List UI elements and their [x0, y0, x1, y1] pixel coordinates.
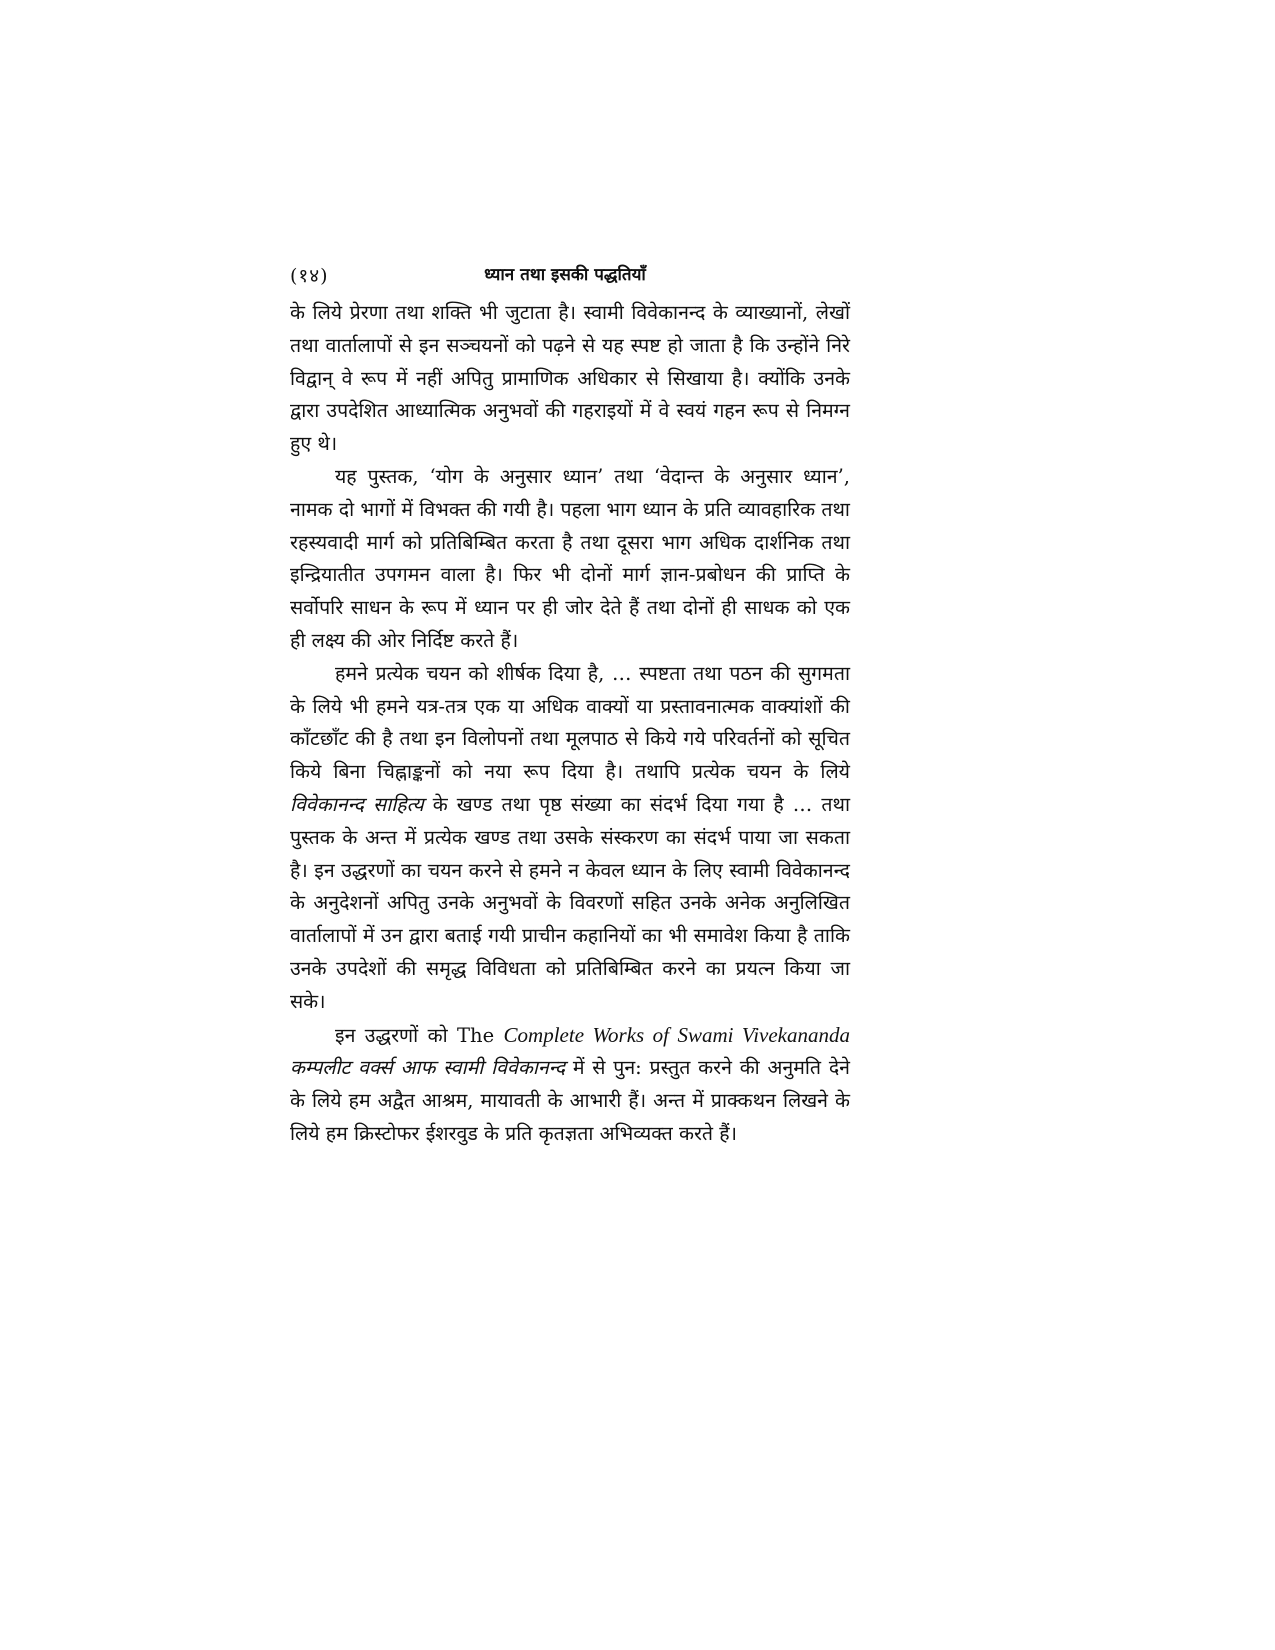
paragraph-3-text-a: हमने प्रत्येक चयन को शीर्षक दिया है, … स्पष्टता तथा पठन की सुगमता के लिये भी हमने यत्र-तत्र एक या अधिक वाक्यों या प्रस्तावनात्मक वाक्यांशों की काँटछाँट की है तथा इन विलोपनों तथा मूलपाठ से किये गये परिवर्तनों को सूचित किये बिना चिह्नाङ्कनों को नया रूप दिया है। तथापि प्रत्येक चयन के लिये: [290, 661, 850, 784]
body-text: [290, 297, 850, 1151]
paragraph-3: [290, 658, 850, 1019]
page-number: (१४): [290, 265, 329, 287]
paragraph-3-text-b: के खण्ड तथा पृष्ठ संख्या का संदर्भ दिया गया है … तथा पुस्तक के अन्त में प्रत्येक खण्ड तथा उसके संस्करण का संदर्भ पाया जा सकता है। इन उद्धरणों का चयन करने से हमने न केवल ध्यान के लिए स्वामी विवेकानन्द के अनुदेशनों अपितु उनके अनुभवों के विवरणों सहित उनके अनेक अनुलिखित वार्तालापों में उन द्वारा बताई गयी प्राचीन कहानियों का भी समावेश किया है ताकि उनके उपदेशों की समृद्ध विविधता को प्रतिबिम्बित करने का प्रयत्न किया जा सके।: [290, 792, 850, 1013]
italic-english-title: Complete Works of Swami Vivekananda: [503, 1022, 850, 1047]
paragraph-4-text-b: में से पुन: प्रस्तुत करने की अनुमति देने के लिये हम अद्वैत आश्रम, मायावती के आभारी हैं। अन्त में प्राक्कथन लिखने के लिये हम क्रिस्टोफर ईशरवुड के प्रति कृतज्ञता अभिव्यक्त करते हैं।: [290, 1056, 850, 1145]
italic-hindi-title: कम्पलीट वर्क्स आफ स्वामी विवेकानन्द: [290, 1056, 566, 1080]
running-title: ध्यान तथा इसकी पद्धतियाँ: [484, 265, 646, 285]
page-header: [290, 262, 850, 292]
paragraph-4-text-a: इन उद्धरणों को The: [335, 1023, 495, 1047]
paragraph-1: के लिये प्रेरणा तथा शक्ति भी जुटाता है। स्वामी विवेकानन्द के व्याख्यानों, लेखों तथा वार्तालापों से इन सञ्चयनों को पढ़ने से यह स्पष्ट हो जाता है कि उन्होंने निरे विद्वान् वे रूप में नहीं अपितु प्रामाणिक अधिकार से सिखाया है। क्योंकि उनके द्वारा उपदेशित आध्यात्मिक अनुभवों की गहराइयों में वे स्वयं गहन रूप से निमग्न हुए थे।: [290, 301, 850, 456]
italic-book-title: विवेकानन्द साहित्य: [290, 792, 424, 816]
paragraph-2: यह पुस्तक, ‘योग के अनुसार ध्यान’ तथा ‘वेदान्त के अनुसार ध्यान’, नामक दो भागों में विभक्त की गयी है। पहला भाग ध्यान के प्रति व्यावहारिक तथा रहस्यवादी मार्ग को प्रतिबिम्बित करता है तथा दूसरा भाग अधिक दार्शनिक तथा इन्द्रियातीत उपगमन वाला है। फिर भी दोनों मार्ग ज्ञान-प्रबोधन की प्राप्ति के सर्वोपरि साधन के रूप में ध्यान पर ही जोर देते हैं तथा दोनों ही साधक को एक ही लक्ष्य की ओर निर्दिष्ट करते हैं।: [290, 464, 850, 652]
paragraph-4: [290, 1019, 850, 1151]
